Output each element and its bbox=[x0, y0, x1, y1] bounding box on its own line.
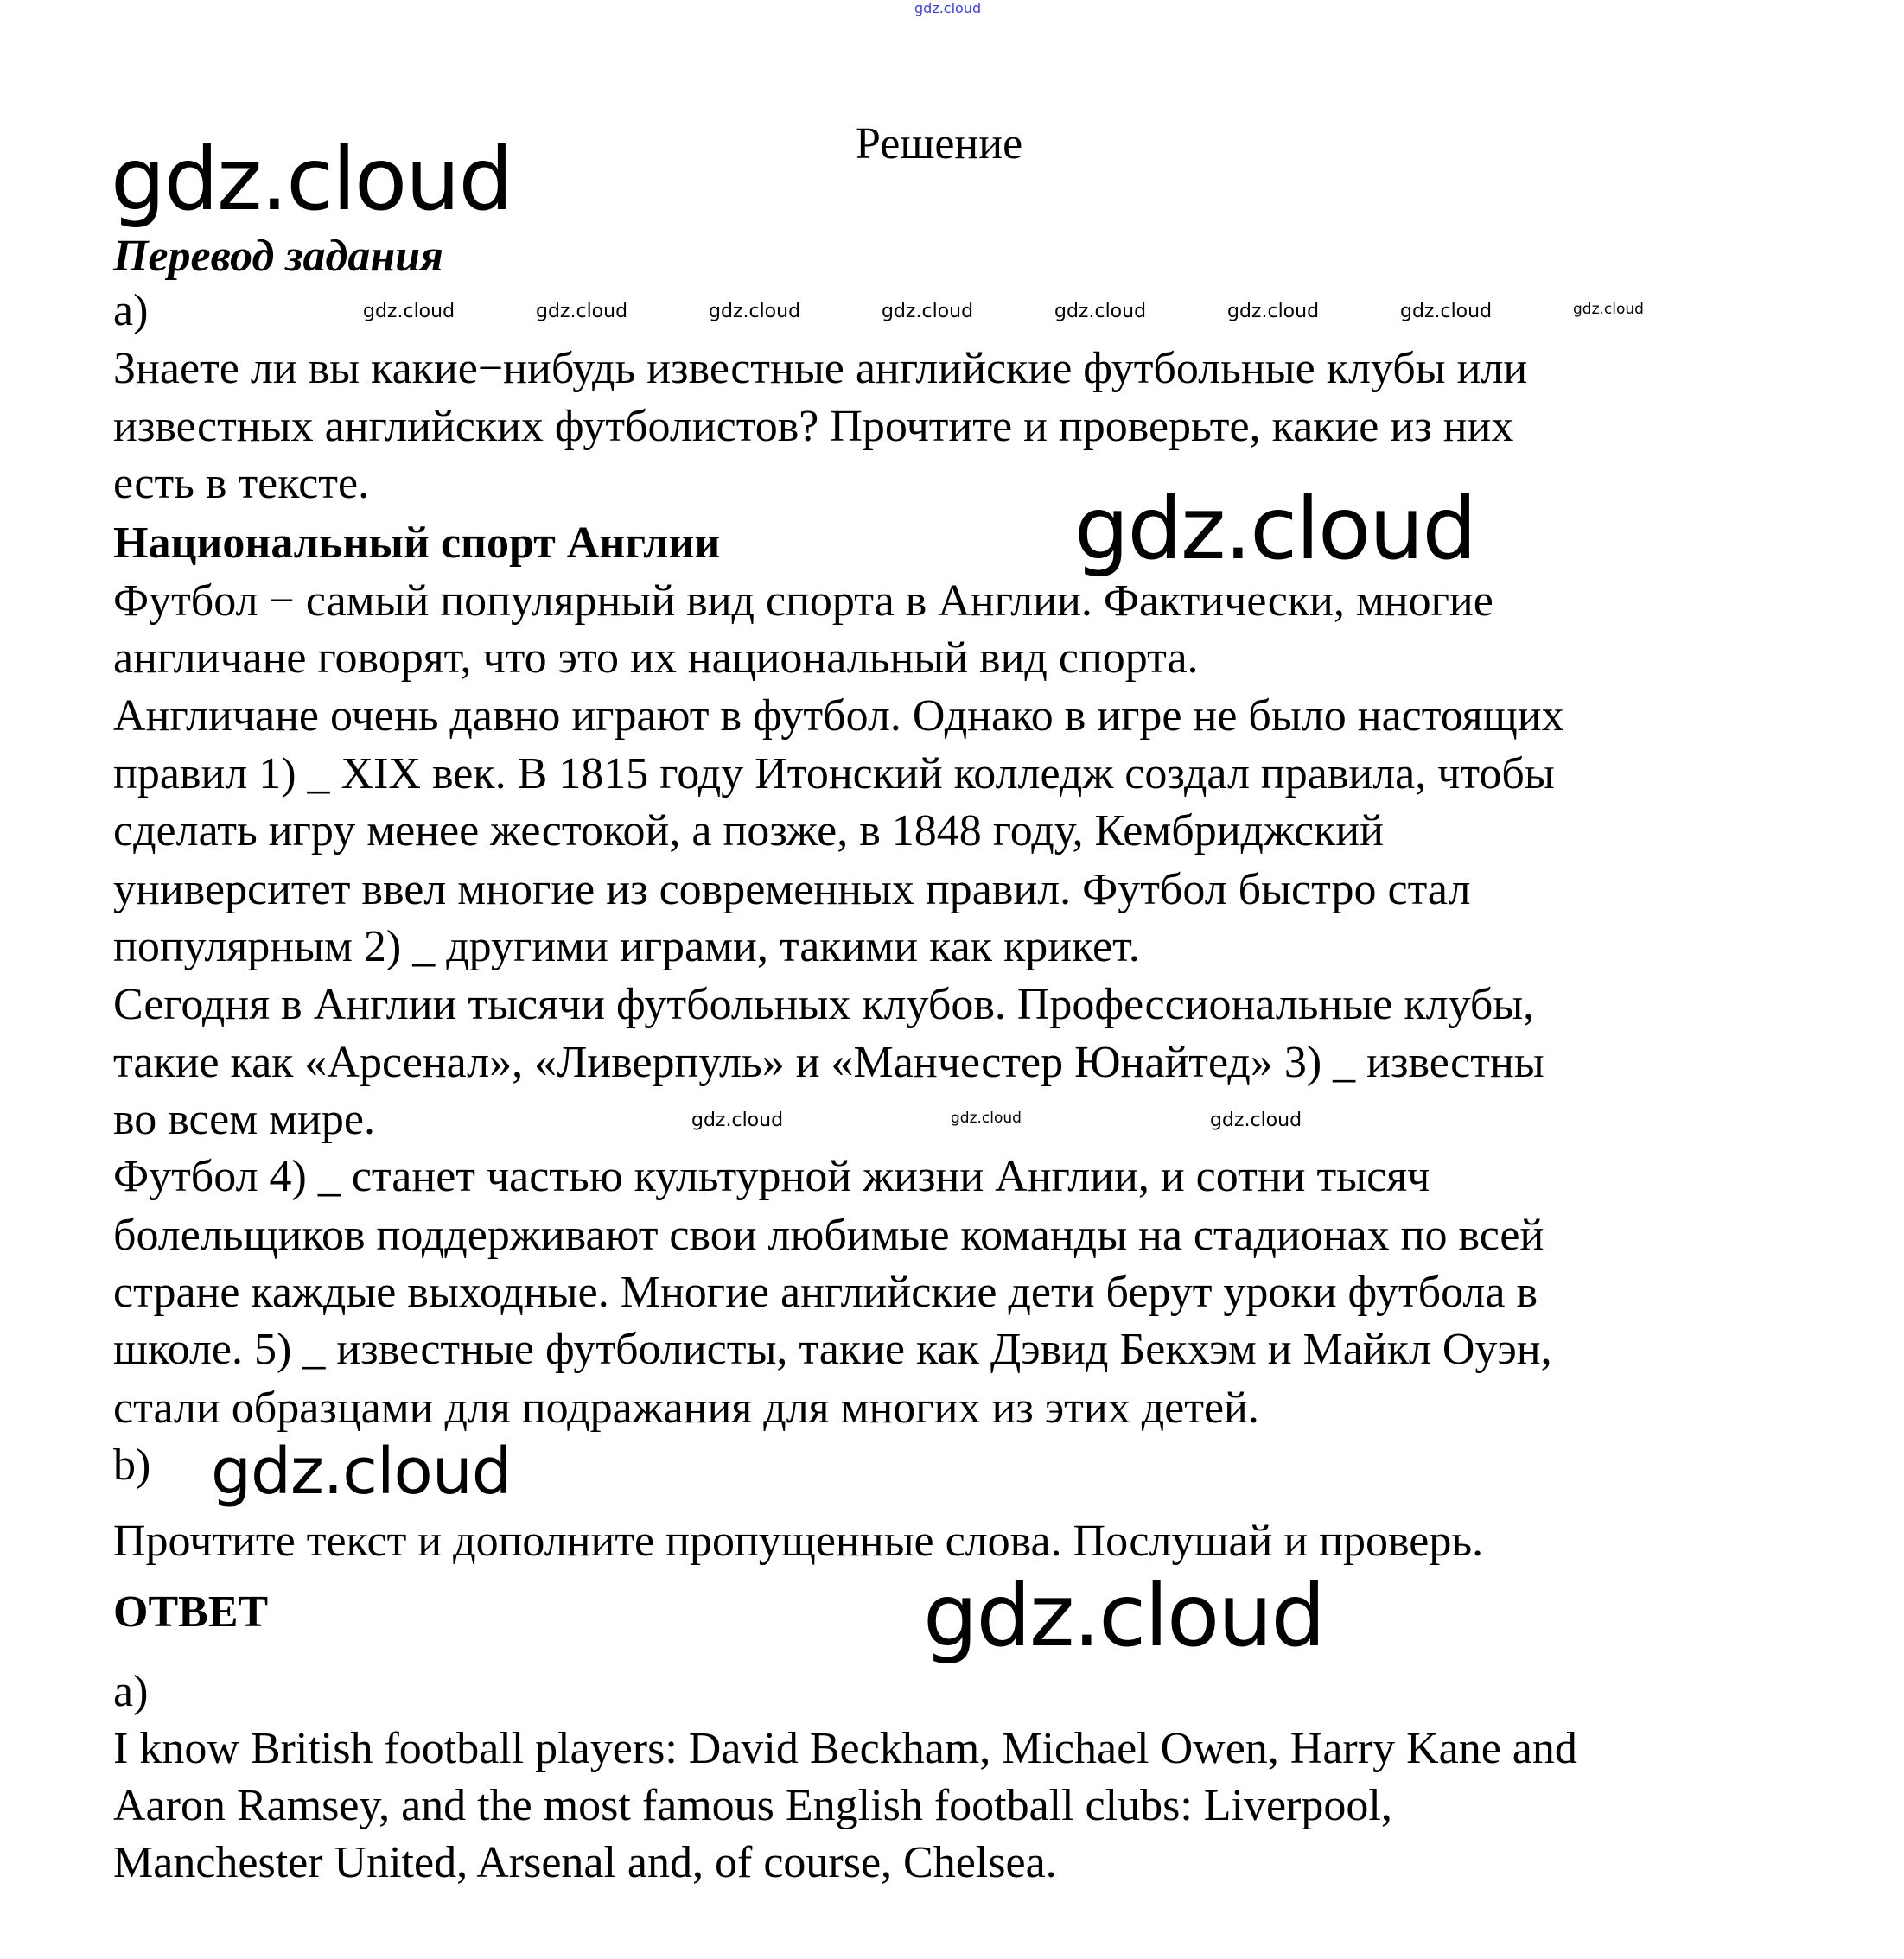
task-heading: Перевод задания bbox=[113, 232, 443, 281]
watermark-logo: gdz.cloud bbox=[111, 129, 513, 230]
watermark-small: gdz.cloud bbox=[1054, 301, 1147, 322]
watermark-small: gdz.cloud bbox=[1227, 301, 1320, 322]
task-b-text: Прочтите текст и дополните пропущенные слова. Послушай и проверь. bbox=[113, 1517, 1484, 1566]
watermark-small: gdz.cloud bbox=[882, 301, 974, 322]
text-line: такие как «Арсенал», «Ливерпуль» и «Манчестер Юнайтед» 3) _ известны bbox=[113, 1038, 1544, 1087]
part-b-label: b) bbox=[113, 1441, 151, 1490]
watermark-small: gdz.cloud bbox=[1573, 301, 1644, 318]
watermark-top: gdz.cloud bbox=[914, 0, 982, 16]
text-heading: Национальный спорт Англии bbox=[113, 518, 721, 568]
watermark-small: gdz.cloud bbox=[363, 301, 455, 322]
watermark-small: gdz.cloud bbox=[951, 1110, 1022, 1127]
answer-line: Manchester United, Arsenal and, of course, Chelsea. bbox=[113, 1838, 1057, 1887]
text-line: англичане говорят, что это их национальный вид спорта. bbox=[113, 633, 1199, 683]
watermark-logo: gdz.cloud bbox=[923, 1565, 1325, 1666]
text-line: сделать игру менее жестокой, а позже, в 1848 году, Кембриджский bbox=[113, 806, 1384, 855]
answer-heading: ОТВЕТ bbox=[113, 1587, 269, 1637]
text-line: университет ввел многие из современных правил. Футбол быстро стал bbox=[113, 865, 1471, 914]
text-line: стали образцами для подражания для многих из этих детей. bbox=[113, 1383, 1259, 1433]
watermark-small: gdz.cloud bbox=[1210, 1110, 1302, 1131]
task-a-line: известных английских футболистов? Прочтите и проверьте, какие из них bbox=[113, 402, 1514, 451]
watermark-small: gdz.cloud bbox=[691, 1110, 784, 1131]
watermark-small: gdz.cloud bbox=[1400, 301, 1493, 322]
answer-line: I know British football players: David Beckham, Michael Owen, Harry Kane and bbox=[113, 1724, 1577, 1773]
answer-line: Aaron Ramsey, and the most famous English football clubs: Liverpool, bbox=[113, 1781, 1392, 1830]
page-title: Решение bbox=[856, 119, 1023, 169]
text-line: стране каждые выходные. Многие английские дети берут уроки футбола в bbox=[113, 1268, 1538, 1317]
text-line: болельщиков поддерживают свои любимые команды на стадионах по всей bbox=[113, 1211, 1544, 1260]
text-line: Футбол − самый популярный вид спорта в Англии. Фактически, многие bbox=[113, 576, 1493, 626]
answer-a-label: a) bbox=[113, 1667, 149, 1716]
task-a-line: есть в тексте. bbox=[113, 459, 370, 508]
text-line: популярным 2) _ другими играми, такими как крикет. bbox=[113, 922, 1140, 971]
text-line: Сегодня в Англии тысячи футбольных клубов. Профессиональные клубы, bbox=[113, 980, 1535, 1029]
watermark-small: gdz.cloud bbox=[709, 301, 801, 322]
watermark-logo: gdz.cloud bbox=[1074, 478, 1476, 579]
text-line: Англичане очень давно играют в футбол. Однако в игре не было настоящих bbox=[113, 691, 1564, 741]
task-a-line: Знаете ли вы какие−нибудь известные английские футбольные клубы или bbox=[113, 344, 1528, 393]
part-a-label: a) bbox=[113, 286, 149, 335]
text-line: школе. 5) _ известные футболисты, такие как Дэвид Бекхэм и Майкл Оуэн, bbox=[113, 1325, 1552, 1374]
text-line: во всем мире. bbox=[113, 1095, 375, 1144]
text-line: правил 1) _ XIX век. В 1815 году Итонский колледж создал правила, чтобы bbox=[113, 749, 1555, 798]
watermark-logo: gdz.cloud bbox=[211, 1434, 512, 1509]
watermark-small: gdz.cloud bbox=[536, 301, 628, 322]
text-line: Футбол 4) _ станет частью культурной жизни Англии, и сотни тысяч bbox=[113, 1152, 1430, 1201]
